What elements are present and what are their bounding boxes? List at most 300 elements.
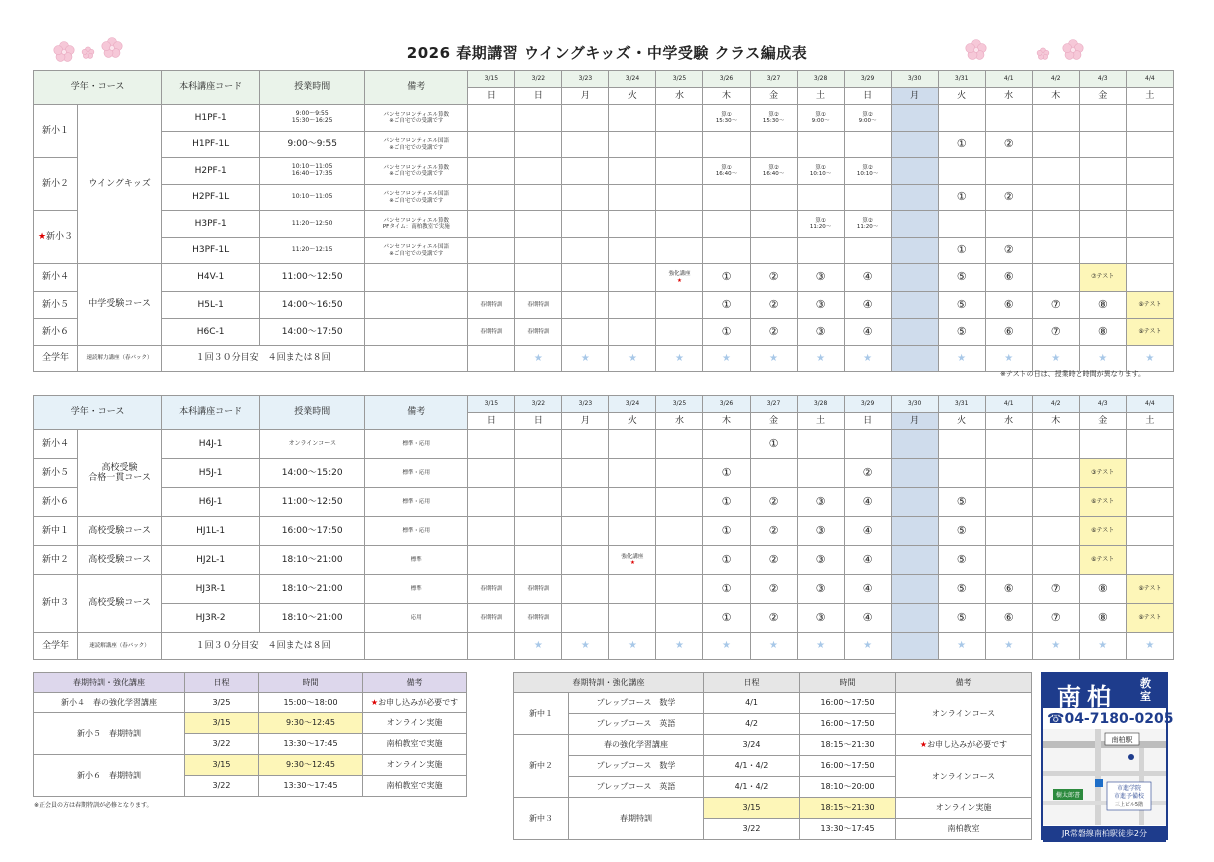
date-cell: 3/27 bbox=[750, 71, 797, 88]
test-mark: ⑨テスト bbox=[1126, 319, 1173, 346]
course-name: プレップコース 数学 bbox=[569, 693, 704, 714]
course-code: H2PF-1 bbox=[162, 158, 260, 185]
map-school-label-2: 市進予備校 bbox=[1113, 793, 1145, 800]
course-code: H5J-1 bbox=[162, 459, 260, 488]
test-mark: ⑥テスト bbox=[1079, 517, 1126, 546]
schedule-cell: 算① 16:40～ bbox=[703, 158, 750, 185]
session-mark: ① bbox=[703, 319, 750, 346]
course-date: 3/24 bbox=[704, 735, 800, 756]
special-course-table-elementary bbox=[33, 672, 467, 797]
schedule-cell: 算② 11:20～ bbox=[844, 211, 891, 238]
grade-label: 新中３ bbox=[514, 798, 569, 840]
test-mark: ⑦テスト bbox=[1079, 264, 1126, 292]
day-cell: 火 bbox=[938, 88, 985, 105]
course-note: 南柏教室 bbox=[896, 819, 1032, 840]
header-note: 備考 bbox=[365, 71, 468, 105]
session-mark: ① bbox=[703, 292, 750, 319]
star-icon: ★ bbox=[656, 633, 703, 660]
class-note: 応用 bbox=[365, 604, 468, 633]
session-mark: ② bbox=[985, 132, 1032, 158]
star-icon: ★ bbox=[562, 346, 609, 372]
date-cell: 3/23 bbox=[562, 71, 609, 88]
date-cell: 3/29 bbox=[844, 71, 891, 88]
map-bank-label: 樹太郎書 bbox=[1055, 792, 1081, 799]
course-time: 18:15～21:30 bbox=[800, 735, 896, 756]
session-mark: ④ bbox=[844, 292, 891, 319]
session-mark: ⑥ bbox=[985, 264, 1032, 292]
date-cell: 3/30 bbox=[891, 71, 938, 88]
course-label: 高校受験コース bbox=[78, 546, 162, 575]
date-cell: 4/3 bbox=[1079, 71, 1126, 88]
date-cell: 3/15 bbox=[468, 396, 515, 413]
date-cell: 4/3 bbox=[1079, 396, 1126, 413]
day-cell: 火 bbox=[609, 88, 656, 105]
test-day-note: ※テストの日は、授業時と時間が異なります。 bbox=[1000, 370, 1146, 378]
special-training: 春期特訓 bbox=[468, 575, 515, 604]
grade-label: 新小２ bbox=[34, 158, 78, 211]
date-cell: 3/26 bbox=[703, 71, 750, 88]
date-cell: 3/31 bbox=[938, 71, 985, 88]
session-mark: ② bbox=[844, 459, 891, 488]
day-cell: 月 bbox=[562, 413, 609, 430]
date-cell: 3/26 bbox=[703, 396, 750, 413]
star-icon: ★ bbox=[750, 346, 797, 372]
course-label: 高校受験コース bbox=[78, 517, 162, 546]
grade-label: 新中２ bbox=[514, 735, 569, 798]
course-name: 春期特訓 bbox=[569, 798, 704, 840]
course-note: オンライン実施 bbox=[363, 755, 467, 776]
session-mark: ④ bbox=[844, 488, 891, 517]
session-mark: ③ bbox=[797, 604, 844, 633]
course-time: 13:30～17:45 bbox=[259, 734, 363, 755]
class-note: パンセフロンティエル算数 ※ご自宅での受講です bbox=[365, 105, 468, 132]
session-mark: ② bbox=[750, 292, 797, 319]
header-date: 日程 bbox=[704, 673, 800, 693]
session-mark: ⑧ bbox=[1079, 319, 1126, 346]
grade-label: 新小１ bbox=[34, 105, 78, 158]
star-icon: ★ bbox=[985, 633, 1032, 660]
course-name: プレップコース 数学 bbox=[569, 756, 704, 777]
grade-label: 新小５ bbox=[34, 459, 78, 488]
course-label: 中学受験コース bbox=[78, 264, 162, 346]
course-time: 13:30～17:45 bbox=[259, 776, 363, 797]
session-mark: ② bbox=[985, 185, 1032, 211]
course-name: 新小６ 春期特訓 bbox=[34, 755, 185, 797]
session-mark: ② bbox=[750, 488, 797, 517]
header-course: 春期特訓・強化講座 bbox=[514, 673, 704, 693]
phone-icon: ☎ bbox=[1047, 711, 1065, 727]
day-cell: 土 bbox=[1126, 88, 1173, 105]
day-cell: 金 bbox=[1079, 88, 1126, 105]
class-note: パンセフロンティエル国語 ※ご自宅での受講です bbox=[365, 132, 468, 158]
session-mark: ③ bbox=[797, 292, 844, 319]
grade-label: ★新小３ bbox=[34, 211, 78, 264]
session-mark: ③ bbox=[797, 319, 844, 346]
special-training: 春期特訓 bbox=[468, 319, 515, 346]
course-date: 3/15 bbox=[704, 798, 800, 819]
school-advertisement bbox=[1041, 672, 1174, 840]
schedule-table-2 bbox=[33, 395, 1174, 660]
class-time: 11:20～12:50 bbox=[260, 211, 365, 238]
course-label: ウイングキッズ bbox=[78, 105, 162, 264]
course-name: 新小５ 春期特訓 bbox=[34, 713, 185, 755]
course-note: ★お申し込みが必要です bbox=[896, 735, 1032, 756]
access-info: JR常磐線南柏駅徒歩2分 bbox=[1043, 826, 1166, 842]
session-mark: ④ bbox=[844, 517, 891, 546]
course-date: 3/25 bbox=[185, 693, 259, 713]
special-training: 春期特訓 bbox=[468, 292, 515, 319]
session-mark: ⑧ bbox=[1079, 575, 1126, 604]
session-mark: ② bbox=[750, 264, 797, 292]
course-code: HJ3R-2 bbox=[162, 604, 260, 633]
session-mark: ② bbox=[750, 319, 797, 346]
session-mark: ⑦ bbox=[1032, 575, 1079, 604]
session-mark: ⑤ bbox=[938, 292, 985, 319]
day-cell: 土 bbox=[797, 88, 844, 105]
grade-label: 新小４ bbox=[34, 264, 78, 292]
schedule-cell: 算① 9:00～ bbox=[797, 105, 844, 132]
grade-label: 全学年 bbox=[34, 346, 78, 372]
class-time: 10:10～11:05 bbox=[260, 185, 365, 211]
schedule-cell: 算① 15:30～ bbox=[703, 105, 750, 132]
date-cell: 3/28 bbox=[797, 71, 844, 88]
day-cell: 火 bbox=[609, 413, 656, 430]
class-time: 18:10～21:00 bbox=[260, 604, 365, 633]
course-note: オンライン実施 bbox=[363, 713, 467, 734]
session-mark: ⑥ bbox=[985, 604, 1032, 633]
grade-label: 新小４ bbox=[34, 430, 78, 459]
class-time: 11:00～12:50 bbox=[260, 488, 365, 517]
course-time: 9:30～12:45 bbox=[259, 755, 363, 776]
class-time: 14:00～15:20 bbox=[260, 459, 365, 488]
class-time: 11:20～12:15 bbox=[260, 238, 365, 264]
course-code: H5L-1 bbox=[162, 292, 260, 319]
class-note: 標準・応用 bbox=[365, 459, 468, 488]
date-cell: 4/1 bbox=[985, 396, 1032, 413]
star-icon: ★ bbox=[609, 633, 656, 660]
course-label: 高校受験コース bbox=[78, 575, 162, 633]
schedule-cell: 強化講座 ★ bbox=[609, 546, 656, 575]
star-icon: ★ bbox=[703, 346, 750, 372]
day-cell: 水 bbox=[985, 88, 1032, 105]
school-suffix: 教 室 bbox=[1140, 677, 1151, 703]
header-date: 日程 bbox=[185, 673, 259, 693]
day-cell: 日 bbox=[844, 413, 891, 430]
course-time: 16:00～17:50 bbox=[800, 756, 896, 777]
course-name: 新小４ 春の強化学習講座 bbox=[34, 693, 185, 713]
class-note: 標準・応用 bbox=[365, 430, 468, 459]
day-cell: 木 bbox=[703, 413, 750, 430]
date-cell: 3/31 bbox=[938, 396, 985, 413]
course-code: H3PF-1 bbox=[162, 211, 260, 238]
session-mark: ② bbox=[750, 575, 797, 604]
date-cell: 3/27 bbox=[750, 396, 797, 413]
date-cell: 3/28 bbox=[797, 396, 844, 413]
class-time: 14:00～17:50 bbox=[260, 319, 365, 346]
header-grade: 学年・コース bbox=[34, 396, 162, 430]
course-note: オンラインコース bbox=[896, 693, 1032, 735]
star-icon: ★ bbox=[515, 633, 562, 660]
session-mark: ② bbox=[750, 517, 797, 546]
class-note: 標準 bbox=[365, 575, 468, 604]
grade-label: 新中１ bbox=[514, 693, 569, 735]
grade-label: 新中３ bbox=[34, 575, 78, 633]
grade-label: 全学年 bbox=[34, 633, 78, 660]
grade-label: 新中２ bbox=[34, 546, 78, 575]
schedule-cell: 算① 11:20～ bbox=[797, 211, 844, 238]
schedule-cell: 算② 16:40～ bbox=[750, 158, 797, 185]
star-icon: ★ bbox=[609, 346, 656, 372]
header-time: 時間 bbox=[800, 673, 896, 693]
date-cell: 4/1 bbox=[985, 71, 1032, 88]
header-note: 備考 bbox=[896, 673, 1032, 693]
course-name: 春の強化学習講座 bbox=[569, 735, 704, 756]
class-time: 16:00～17:50 bbox=[260, 517, 365, 546]
course-code: H4J-1 bbox=[162, 430, 260, 459]
star-icon: ★ bbox=[938, 346, 985, 372]
day-cell: 日 bbox=[515, 88, 562, 105]
course-note: ★お申し込みが必要です bbox=[363, 693, 467, 713]
star-icon: ★ bbox=[1032, 346, 1079, 372]
date-cell: 3/23 bbox=[562, 396, 609, 413]
day-cell: 水 bbox=[656, 413, 703, 430]
session-mark: ① bbox=[938, 132, 985, 158]
day-cell: 金 bbox=[750, 413, 797, 430]
session-mark: ① bbox=[703, 604, 750, 633]
course-date: 4/1 bbox=[704, 693, 800, 714]
course-date: 3/15 bbox=[185, 755, 259, 776]
schedule-cell: 算① 10:10～ bbox=[797, 158, 844, 185]
day-cell: 日 bbox=[515, 413, 562, 430]
day-cell: 土 bbox=[1126, 413, 1173, 430]
course-code: H1PF-1 bbox=[162, 105, 260, 132]
date-cell: 3/25 bbox=[656, 71, 703, 88]
session-mark: ⑤ bbox=[938, 546, 985, 575]
schedule-cell: 強化講座 ★ bbox=[656, 264, 703, 292]
star-icon: ★ bbox=[938, 633, 985, 660]
class-note: 標準・応用 bbox=[365, 517, 468, 546]
day-cell: 月 bbox=[891, 88, 938, 105]
course-note: オンライン実施 bbox=[896, 798, 1032, 819]
star-icon: ★ bbox=[985, 346, 1032, 372]
special-training: 春期特訓 bbox=[515, 319, 562, 346]
special-training: 春期特訓 bbox=[515, 292, 562, 319]
class-note: 標準 bbox=[365, 546, 468, 575]
session-mark: ⑦ bbox=[1032, 292, 1079, 319]
schedule-cell: 算② 9:00～ bbox=[844, 105, 891, 132]
date-cell: 3/22 bbox=[515, 71, 562, 88]
star-icon: ★ bbox=[1079, 346, 1126, 372]
session-mark: ① bbox=[938, 185, 985, 211]
star-icon: ★ bbox=[1126, 346, 1173, 372]
header-grade: 学年・コース bbox=[34, 71, 162, 105]
date-cell: 4/4 bbox=[1126, 71, 1173, 88]
course-date: 3/22 bbox=[185, 776, 259, 797]
station-label: 南柏駅 bbox=[1111, 736, 1133, 744]
session-mark: ⑥ bbox=[985, 575, 1032, 604]
course-time: 16:00～17:50 bbox=[800, 714, 896, 735]
test-mark: ⑨テスト bbox=[1126, 575, 1173, 604]
header-time: 時間 bbox=[259, 673, 363, 693]
session-mark: ⑦ bbox=[1032, 319, 1079, 346]
session-mark: ① bbox=[703, 488, 750, 517]
class-note: 標準・応用 bbox=[365, 488, 468, 517]
class-time: オンラインコース bbox=[260, 430, 365, 459]
date-cell: 4/4 bbox=[1126, 396, 1173, 413]
star-icon: ★ bbox=[703, 633, 750, 660]
class-note: パンセフロンティエル国語 ※ご自宅での受講です bbox=[365, 185, 468, 211]
session-mark: ④ bbox=[844, 319, 891, 346]
class-time: 14:00～16:50 bbox=[260, 292, 365, 319]
course-time: 18:15～21:30 bbox=[800, 798, 896, 819]
date-cell: 3/24 bbox=[609, 71, 656, 88]
day-cell: 日 bbox=[844, 88, 891, 105]
session-mark: ③ bbox=[797, 546, 844, 575]
course-date: 4/1・4/2 bbox=[704, 756, 800, 777]
schedule-cell: 算② 15:30～ bbox=[750, 105, 797, 132]
session-mark: ① bbox=[703, 517, 750, 546]
session-mark: ⑥ bbox=[985, 319, 1032, 346]
course-time: 18:10～20:00 bbox=[800, 777, 896, 798]
session-mark: ③ bbox=[797, 575, 844, 604]
session-mark: ⑥ bbox=[985, 292, 1032, 319]
header-time: 授業時間 bbox=[260, 71, 365, 105]
day-cell: 金 bbox=[750, 88, 797, 105]
day-cell: 月 bbox=[891, 413, 938, 430]
grade-label: 新中１ bbox=[34, 517, 78, 546]
date-cell: 3/15 bbox=[468, 71, 515, 88]
test-mark: ⑥テスト bbox=[1079, 546, 1126, 575]
date-cell: 4/2 bbox=[1032, 396, 1079, 413]
course-code: H6C-1 bbox=[162, 319, 260, 346]
grade-label: 新小６ bbox=[34, 319, 78, 346]
session-mark: ⑤ bbox=[938, 319, 985, 346]
star-icon: ★ bbox=[515, 346, 562, 372]
course-note: オンラインコース bbox=[896, 756, 1032, 798]
page-title: 2026 春期講習 ウイングキッズ・中学受験 クラス編成表 bbox=[406, 44, 808, 62]
day-cell: 月 bbox=[562, 88, 609, 105]
date-cell: 3/30 bbox=[891, 396, 938, 413]
header-code: 本科講座コード bbox=[162, 396, 260, 430]
course-date: 4/2 bbox=[704, 714, 800, 735]
course-code: H3PF-1L bbox=[162, 238, 260, 264]
course-time: 16:00～17:50 bbox=[800, 693, 896, 714]
star-icon: ★ bbox=[844, 633, 891, 660]
course-date: 3/22 bbox=[704, 819, 800, 840]
header-time: 授業時間 bbox=[260, 396, 365, 430]
session-mark: ② bbox=[750, 604, 797, 633]
test-mark: ③テスト bbox=[1079, 459, 1126, 488]
class-time: 9:00～9:55 bbox=[260, 132, 365, 158]
day-cell: 火 bbox=[938, 413, 985, 430]
session-mark: ⑦ bbox=[1032, 604, 1079, 633]
session-mark: ④ bbox=[844, 575, 891, 604]
day-cell: 水 bbox=[656, 88, 703, 105]
ad-header bbox=[1043, 674, 1166, 711]
day-cell: 木 bbox=[1032, 413, 1079, 430]
star-icon: ★ bbox=[797, 633, 844, 660]
session-mark: ④ bbox=[844, 604, 891, 633]
course-code: HJ2L-1 bbox=[162, 546, 260, 575]
day-cell: 日 bbox=[468, 413, 515, 430]
session-mark: ⑧ bbox=[1079, 292, 1126, 319]
course-code: H2PF-1L bbox=[162, 185, 260, 211]
schedule-cell: 算② 10:10～ bbox=[844, 158, 891, 185]
session-mark: ① bbox=[750, 430, 797, 459]
header-note: 備考 bbox=[365, 396, 468, 430]
school-name: 南柏 bbox=[1057, 683, 1117, 711]
special-training: 春期特訓 bbox=[515, 604, 562, 633]
course-code: HJ1L-1 bbox=[162, 517, 260, 546]
course-code: H4V-1 bbox=[162, 264, 260, 292]
course-note: 南柏教室で実施 bbox=[363, 734, 467, 755]
star-icon: ★ bbox=[844, 346, 891, 372]
star-icon: ★ bbox=[656, 346, 703, 372]
course-date: 3/15 bbox=[185, 713, 259, 734]
session-mark: ① bbox=[703, 459, 750, 488]
course-date: 4/1・4/2 bbox=[704, 777, 800, 798]
class-time: 11:00～12:50 bbox=[260, 264, 365, 292]
star-icon: ★ bbox=[1032, 633, 1079, 660]
class-time: 9:00～9:55 15:30～16:25 bbox=[260, 105, 365, 132]
test-mark: ⑨テスト bbox=[1126, 604, 1173, 633]
course-label: 速読解力講座（春パック） bbox=[78, 346, 162, 372]
session-mark: ⑧ bbox=[1079, 604, 1126, 633]
course-code: H6J-1 bbox=[162, 488, 260, 517]
star-icon: ★ bbox=[750, 633, 797, 660]
map-school-label: 市進学院 bbox=[1116, 785, 1142, 792]
class-time: 10:10～11:05 16:40～17:35 bbox=[260, 158, 365, 185]
special-training: 春期特訓 bbox=[468, 604, 515, 633]
header-code: 本科講座コード bbox=[162, 71, 260, 105]
session-mark: ③ bbox=[797, 517, 844, 546]
special-training: 春期特訓 bbox=[515, 575, 562, 604]
grade-label: 新小５ bbox=[34, 292, 78, 319]
header-course: 春期特訓・強化講座 bbox=[34, 673, 185, 693]
session-mark: ⑤ bbox=[938, 604, 985, 633]
class-note: パンセフロンティエル算数 PFタイム：南柏教室で実施 bbox=[365, 211, 468, 238]
day-cell: 金 bbox=[1079, 413, 1126, 430]
course-time: 15:00～18:00 bbox=[259, 693, 363, 713]
day-cell: 水 bbox=[985, 413, 1032, 430]
class-time: １回３０分目安 ４回または８回 bbox=[162, 346, 365, 372]
day-cell: 日 bbox=[468, 88, 515, 105]
course-name: プレップコース 英語 bbox=[569, 777, 704, 798]
course-code: H1PF-1L bbox=[162, 132, 260, 158]
course-note: 南柏教室で実施 bbox=[363, 776, 467, 797]
header-note: 備考 bbox=[363, 673, 467, 693]
session-mark: ② bbox=[985, 238, 1032, 264]
class-time: 18:10～21:00 bbox=[260, 546, 365, 575]
session-mark: ⑤ bbox=[938, 517, 985, 546]
session-mark: ⑤ bbox=[938, 488, 985, 517]
footnote: ※正会員の方は春期特訓が必修となります。 bbox=[34, 802, 153, 809]
session-mark: ③ bbox=[797, 264, 844, 292]
test-mark: ⑥テスト bbox=[1079, 488, 1126, 517]
special-course-table-junior-high bbox=[513, 672, 1032, 840]
phone-number: ☎04-7180-0205 bbox=[1047, 711, 1174, 727]
class-note: パンセフロンティエル算数 ※ご自宅での受講です bbox=[365, 158, 468, 185]
star-icon: ★ bbox=[562, 633, 609, 660]
session-mark: ③ bbox=[797, 488, 844, 517]
course-label: 高校受験 合格一貫コース bbox=[78, 430, 162, 517]
course-time: 13:30～17:45 bbox=[800, 819, 896, 840]
day-cell: 木 bbox=[1032, 88, 1079, 105]
star-icon: ★ bbox=[797, 346, 844, 372]
day-cell: 土 bbox=[797, 413, 844, 430]
test-mark: ⑨テスト bbox=[1126, 292, 1173, 319]
session-mark: ⑤ bbox=[938, 264, 985, 292]
